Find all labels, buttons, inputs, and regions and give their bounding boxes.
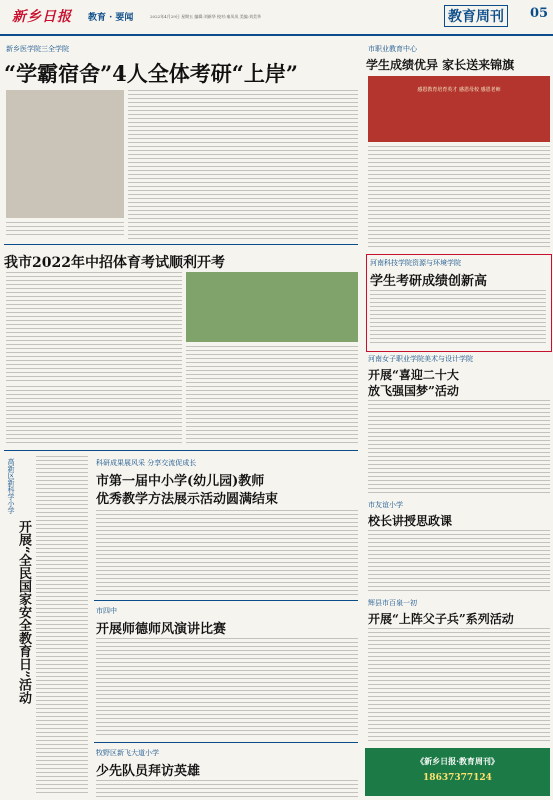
right3-title-line2: 放飞强国梦”活动 xyxy=(368,384,459,398)
right4-kicker: 市友谊小学 xyxy=(368,501,403,509)
newspaper-logo: 新乡日报 xyxy=(12,9,72,25)
issue-meta: 2022年4月29日 星期五 编辑:刘新华 校对:秦凤凤 美编:刘美华 xyxy=(150,14,261,19)
section-label: 教育 · 要闻 xyxy=(88,13,134,23)
photo-caption xyxy=(6,222,124,236)
article2-title: 我市2022年中招体育考试顺利开考 xyxy=(4,255,225,271)
article5-title: 少先队员拜访英雄 xyxy=(96,764,201,779)
article3-title-line2: 优秀教学方法展示活动圆满结束 xyxy=(96,492,279,507)
article3-title-line1: 市第一届中小学(幼儿园)教师 xyxy=(96,474,265,489)
article5-body xyxy=(96,780,358,798)
students-photo xyxy=(6,90,124,218)
right5-title: 开展“上阵父子兵”系列活动 xyxy=(368,612,514,626)
divider xyxy=(4,244,358,245)
subscription-ad xyxy=(365,748,550,796)
award-banner-photo xyxy=(368,76,550,142)
right3-title-line1: 开展“喜迎二十大 xyxy=(368,368,459,382)
right1-body xyxy=(368,146,550,250)
article2-body-more xyxy=(6,386,182,446)
right1-title: 学生成绩优异 家长送来锦旗 xyxy=(366,58,515,72)
right5-body xyxy=(368,628,550,744)
article3-body xyxy=(96,510,358,596)
ad-phone: 18637377124 xyxy=(423,773,492,783)
article2-body-right xyxy=(186,346,358,446)
right2-kicker: 河南科技学院资源与环境学院 xyxy=(370,259,461,267)
divider xyxy=(94,742,358,743)
side-body xyxy=(36,456,88,796)
article3-kicker: 科研成果展风采 分享交流促成长 xyxy=(96,459,197,467)
masthead xyxy=(0,0,553,36)
sports-exam-photo xyxy=(186,272,358,342)
weekly-title: 教育周刊 xyxy=(444,5,508,27)
article4-body xyxy=(96,638,358,738)
page-number: 05 xyxy=(530,6,549,21)
article1-kicker: 新乡医学院三全学院 xyxy=(6,45,69,53)
banner-text: 感恩教育培育英才 感恩母校 感恩老师 xyxy=(417,87,501,93)
right5-kicker: 辉县市百泉一初 xyxy=(368,599,417,607)
article4-title: 开展师德师风演讲比赛 xyxy=(96,622,227,637)
article1-body xyxy=(128,90,358,240)
article4-kicker: 市四中 xyxy=(96,607,117,615)
article5-kicker: 牧野区新飞大道小学 xyxy=(96,749,159,757)
article1-title: “学霸宿舍”4人全体考研“上岸” xyxy=(4,61,298,86)
right1-kicker: 市职业教育中心 xyxy=(368,45,417,53)
right4-body xyxy=(368,530,550,594)
right2-title: 学生考研成绩创新高 xyxy=(370,274,488,289)
side-title: 开展“全民国家安全教育日”活动 xyxy=(16,520,31,704)
divider xyxy=(94,600,358,601)
right3-body xyxy=(368,400,550,496)
side-kicker: 高新区新科学小学 xyxy=(7,458,15,514)
right4-title: 校长讲授思政课 xyxy=(368,514,453,528)
ad-title: 《新乡日报·教育周刊》 xyxy=(416,756,499,766)
article2-body-left xyxy=(6,272,182,382)
right2-body xyxy=(370,290,546,346)
right3-kicker: 河南女子职业学院美术与设计学院 xyxy=(368,355,473,363)
divider xyxy=(4,450,358,451)
